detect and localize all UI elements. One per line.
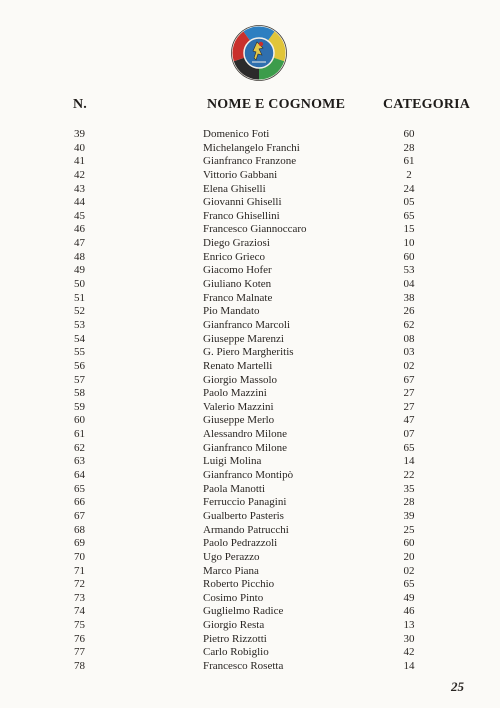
table-row xyxy=(0,305,500,319)
row-number: 72 xyxy=(74,578,85,591)
row-name: Elena Ghiselli xyxy=(203,182,266,195)
table-row xyxy=(0,646,500,660)
row-number: 51 xyxy=(74,291,85,304)
row-number: 59 xyxy=(74,400,85,413)
table-row xyxy=(0,264,500,278)
row-name: Guglielmo Radice xyxy=(203,605,284,618)
row-number: 58 xyxy=(74,387,85,400)
row-category: 10 xyxy=(403,237,415,250)
column-header-number: N. xyxy=(73,97,88,112)
row-name: Franco Ghisellini xyxy=(203,209,280,222)
row-number: 50 xyxy=(74,278,85,291)
table-row xyxy=(0,374,500,388)
table-row xyxy=(0,455,500,469)
column-header-category: CATEGORIA xyxy=(383,97,471,112)
row-number: 43 xyxy=(74,182,85,195)
row-number: 56 xyxy=(74,359,85,372)
table-row xyxy=(0,237,500,251)
table-row xyxy=(0,592,500,606)
row-name: Giorgio Resta xyxy=(203,619,265,632)
row-name: Ferruccio Panagini xyxy=(203,496,287,509)
row-name: Diego Graziosi xyxy=(203,237,270,250)
row-category: 61 xyxy=(403,155,415,168)
row-category: 22 xyxy=(403,469,415,482)
table-row xyxy=(0,155,500,169)
row-number: 63 xyxy=(74,455,85,468)
row-category: 49 xyxy=(403,591,415,604)
row-number: 61 xyxy=(74,428,85,441)
table-row xyxy=(0,333,500,347)
row-name: Paola Manotti xyxy=(203,482,266,495)
row-name: Paolo Pedrazzoli xyxy=(203,537,278,550)
row-name: Giacomo Hofer xyxy=(203,264,272,277)
table-row xyxy=(0,619,500,633)
row-name: Ugo Perazzo xyxy=(203,550,260,563)
table-row xyxy=(0,387,500,401)
table-row xyxy=(0,169,500,183)
row-name: G. Piero Margheritis xyxy=(203,346,294,359)
row-number: 47 xyxy=(74,237,85,250)
row-category: 03 xyxy=(403,346,415,359)
row-category: 14 xyxy=(403,659,415,672)
table-row xyxy=(0,401,500,415)
row-name: Cosimo Pinto xyxy=(203,591,264,604)
row-category: 28 xyxy=(403,141,415,154)
row-name: Gualberto Pasteris xyxy=(203,509,284,522)
row-name: Gianfranco Montipò xyxy=(203,469,294,482)
row-category: 53 xyxy=(403,264,415,277)
row-number: 73 xyxy=(74,591,85,604)
table-row xyxy=(0,196,500,210)
logo-emblem xyxy=(230,24,288,82)
table-row xyxy=(0,510,500,524)
participants-table xyxy=(0,128,500,674)
row-name: Valerio Mazzini xyxy=(203,400,274,413)
row-category: 13 xyxy=(403,619,415,632)
row-name: Gianfranco Marcoli xyxy=(203,318,291,331)
row-category: 35 xyxy=(403,482,415,495)
row-name: Armando Patrucchi xyxy=(203,523,289,536)
table-row xyxy=(0,128,500,142)
row-number: 48 xyxy=(74,250,85,263)
table-row xyxy=(0,578,500,592)
table-row xyxy=(0,565,500,579)
row-number: 54 xyxy=(74,332,85,345)
row-name: Vittorio Gabbani xyxy=(203,168,278,181)
row-category: 14 xyxy=(403,455,415,468)
row-name: Michelangelo Franchi xyxy=(203,141,300,154)
row-category: 60 xyxy=(403,537,415,550)
row-number: 68 xyxy=(74,523,85,536)
row-number: 60 xyxy=(74,414,85,427)
table-row xyxy=(0,633,500,647)
row-name: Marco Piana xyxy=(203,564,259,577)
table-row xyxy=(0,292,500,306)
table-row xyxy=(0,496,500,510)
row-number: 67 xyxy=(74,509,85,522)
row-category: 02 xyxy=(403,359,415,372)
row-category: 47 xyxy=(403,414,415,427)
row-number: 78 xyxy=(74,659,85,672)
row-category: 30 xyxy=(403,632,415,645)
row-name: Pio Mandato xyxy=(203,305,260,318)
table-row xyxy=(0,428,500,442)
table-row xyxy=(0,469,500,483)
row-category: 07 xyxy=(403,428,415,441)
row-name: Gianfranco Milone xyxy=(203,441,287,454)
table-row xyxy=(0,210,500,224)
row-name: Giuseppe Marenzi xyxy=(203,332,284,345)
row-number: 45 xyxy=(74,209,85,222)
table-row xyxy=(0,414,500,428)
row-category: 46 xyxy=(403,605,415,618)
row-number: 42 xyxy=(74,168,85,181)
row-category: 15 xyxy=(403,223,415,236)
row-name: Giuliano Koten xyxy=(203,278,272,291)
row-category: 02 xyxy=(403,564,415,577)
row-number: 49 xyxy=(74,264,85,277)
row-name: Roberto Picchio xyxy=(203,578,275,591)
row-name: Alessandro Milone xyxy=(203,428,288,441)
row-number: 75 xyxy=(74,619,85,632)
row-number: 64 xyxy=(74,469,85,482)
table-row xyxy=(0,660,500,674)
row-category: 60 xyxy=(403,128,415,140)
row-number: 53 xyxy=(74,318,85,331)
table-row xyxy=(0,278,500,292)
table-row xyxy=(0,483,500,497)
row-name: Giuseppe Merlo xyxy=(203,414,275,427)
row-category: 39 xyxy=(403,509,415,522)
row-category: 27 xyxy=(403,387,415,400)
row-name: Enrico Grieco xyxy=(203,250,265,263)
row-name: Domenico Foti xyxy=(203,128,270,140)
table-row xyxy=(0,442,500,456)
table-row xyxy=(0,605,500,619)
row-name: Paolo Mazzini xyxy=(203,387,267,400)
table-row xyxy=(0,251,500,265)
row-name: Francesco Giannoccaro xyxy=(203,223,307,236)
table-row xyxy=(0,537,500,551)
column-header-name: NOME E COGNOME xyxy=(207,97,346,112)
row-number: 70 xyxy=(74,550,85,563)
row-name: Franco Malnate xyxy=(203,291,273,304)
row-category: 20 xyxy=(403,550,415,563)
table-row xyxy=(0,346,500,360)
row-number: 39 xyxy=(74,128,85,140)
row-category: 27 xyxy=(403,400,415,413)
row-category: 28 xyxy=(403,496,415,509)
row-number: 74 xyxy=(74,605,85,618)
row-category: 65 xyxy=(403,209,415,222)
table-row xyxy=(0,142,500,156)
row-category: 08 xyxy=(403,332,415,345)
row-name: Renato Martelli xyxy=(203,359,273,372)
row-name: Giovanni Ghiselli xyxy=(203,196,282,209)
row-name: Gianfranco Franzone xyxy=(203,155,297,168)
row-number: 46 xyxy=(74,223,85,236)
row-number: 66 xyxy=(74,496,85,509)
row-name: Giorgio Massolo xyxy=(203,373,278,386)
row-category: 67 xyxy=(403,373,415,386)
row-number: 76 xyxy=(74,632,85,645)
table-row xyxy=(0,223,500,237)
row-number: 77 xyxy=(74,646,85,659)
row-category: 60 xyxy=(403,250,415,263)
row-category: 38 xyxy=(403,291,415,304)
table-row xyxy=(0,319,500,333)
row-number: 62 xyxy=(74,441,85,454)
row-category: 65 xyxy=(403,578,415,591)
row-category: 05 xyxy=(403,196,415,209)
row-number: 44 xyxy=(74,196,85,209)
table-row xyxy=(0,551,500,565)
table-row xyxy=(0,360,500,374)
table-row xyxy=(0,183,500,197)
row-number: 69 xyxy=(74,537,85,550)
row-number: 65 xyxy=(74,482,85,495)
row-name: Pietro Rizzotti xyxy=(203,632,267,645)
row-name: Carlo Robiglio xyxy=(203,646,269,659)
row-category: 2 xyxy=(406,168,412,181)
row-category: 25 xyxy=(403,523,415,536)
row-number: 71 xyxy=(74,564,85,577)
page-number: 25 xyxy=(451,679,464,694)
row-number: 40 xyxy=(74,141,85,154)
row-category: 62 xyxy=(403,318,415,331)
row-name: Luigi Molina xyxy=(203,455,262,468)
row-category: 65 xyxy=(403,441,415,454)
row-number: 55 xyxy=(74,346,85,359)
row-category: 26 xyxy=(403,305,415,318)
table-row xyxy=(0,524,500,538)
row-number: 41 xyxy=(74,155,85,168)
row-category: 04 xyxy=(403,278,415,291)
row-category: 24 xyxy=(403,182,415,195)
row-number: 57 xyxy=(74,373,85,386)
row-category: 42 xyxy=(403,646,415,659)
row-name: Francesco Rosetta xyxy=(203,659,284,672)
row-number: 52 xyxy=(74,305,85,318)
